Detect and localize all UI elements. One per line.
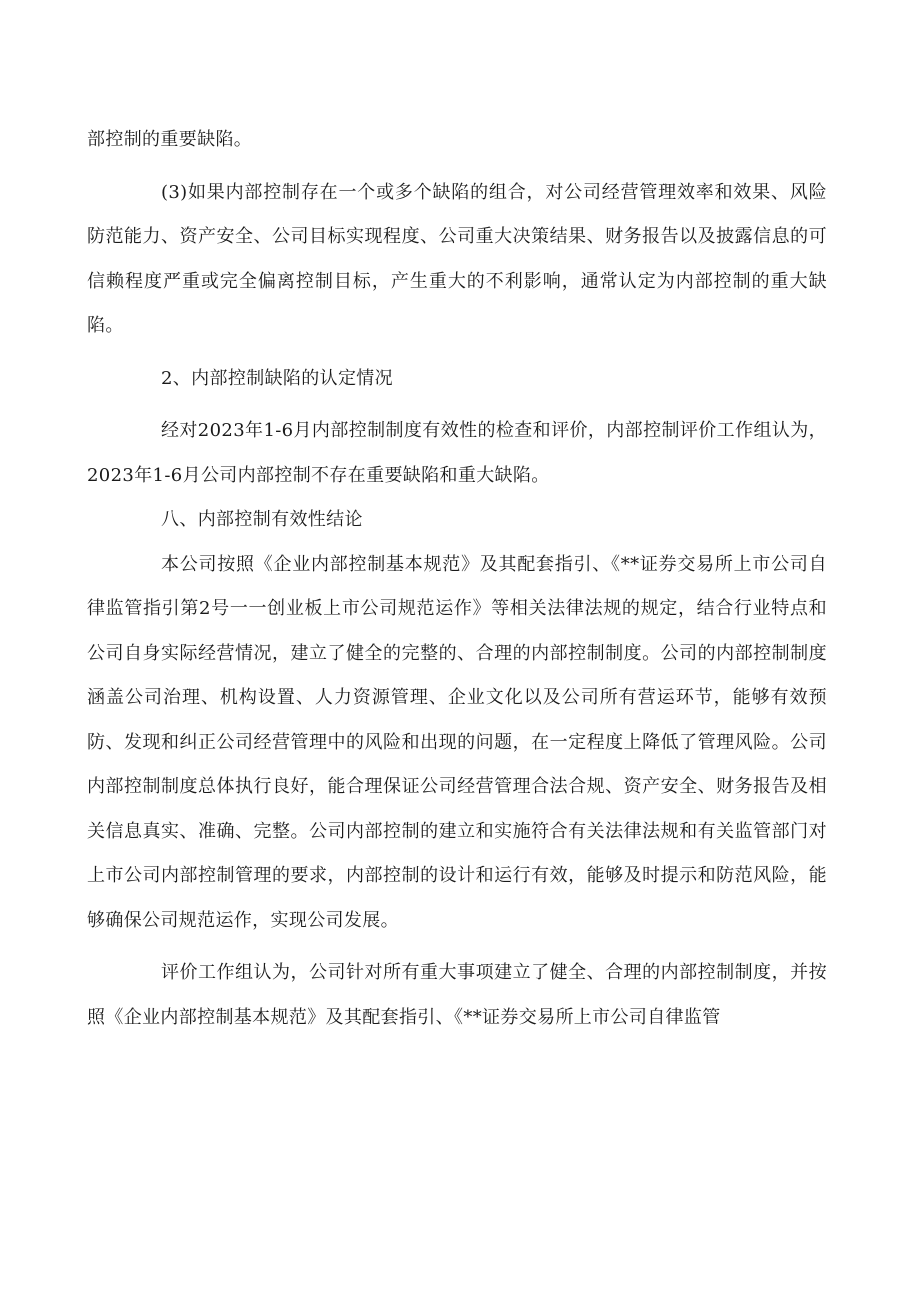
document-body: [87, 118, 827, 1040]
section-heading-effectiveness-conclusion: 八、内部控制有效性结论: [161, 509, 363, 530]
section-heading-defect-recognition: 2、内部控制缺陷的认定情况: [161, 367, 394, 389]
paragraph-major-defect-definition: (3)如果内部控制存在一个或多个缺陷的组合，对公司经营管理效率和效果、风险防范能力、资产安全、公司目标实现程度、公司重大决策结果、财务报告以及披露信息的可信赖程度严重或完全偏离控制目标，产生重大的不利影响，通常认定为内部控制的重大缺陷。: [87, 181, 827, 336]
paragraph-important-defect-end: 部控制的重要缺陷。: [87, 129, 253, 150]
paragraph-evaluation-group-opinion: 评价工作组认为，公司针对所有重大事项建立了健全、合理的内部控制制度，并按照《企业内部控制基本规范》及其配套指引、《**证券交易所上市公司自律监管: [87, 962, 827, 1028]
paragraph-effectiveness-conclusion: 本公司按照《企业内部控制基本规范》及其配套指引、《**证券交易所上市公司自律监管指引第2号一一创业板上市公司规范运作》等相关法律法规的规定，结合行业特点和公司自身实际经营情况，建立了健全的完整的、合理的内部控制制度。公司的内部控制制度涵盖公司治理、机构设置、人力资源管理、企业文化以及公司所有营运环节，能够有效预防、发现和纠正公司经营管理中的风险和出现的问题，在一定程度上降低了管理风险。公司内部控制制度总体执行良好，能合理保证公司经营管理合法合规、资产安全、财务报告及相关信息真实、准确、完整。公司内部控制的建立和实施符合有关法律法规和有关监管部门对上市公司内部控制管理的要求，内部控制的设计和运行有效，能够及时提示和防范风险，能够确保公司规范运作，实现公司发展。: [87, 553, 827, 931]
paragraph-defect-recognition-result: 经对2023年1-6月内部控制制度有效性的检查和评价，内部控制评价工作组认为，2023年1-6月公司内部控制不存在重要缺陷和重大缺陷。: [87, 420, 827, 486]
